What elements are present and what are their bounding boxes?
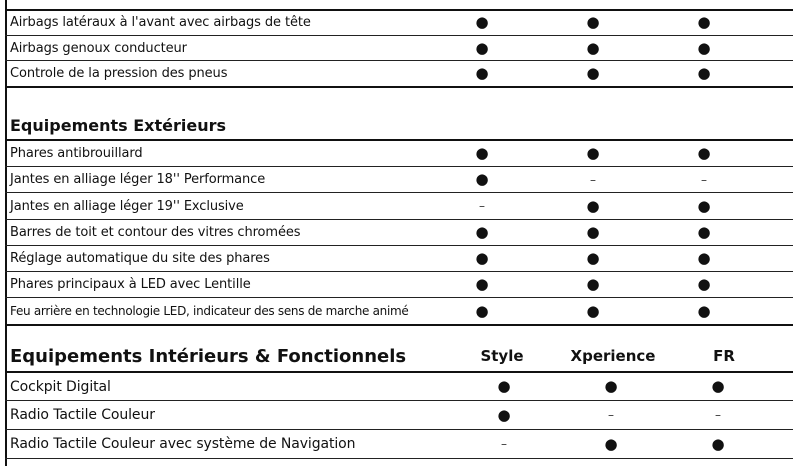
row-label: Radio Tactile Couleur avec système de Navigation	[10, 436, 356, 452]
feature-mark: ●	[586, 196, 600, 215]
row-label: Airbags genoux conducteur	[10, 40, 187, 56]
feature-mark: ●	[586, 38, 600, 57]
row-label: Feu arrière en technologie LED, indicateur des sens de marche animé	[10, 304, 409, 318]
feature-mark: ●	[475, 38, 489, 57]
feature-mark: ●	[497, 377, 511, 395]
feature-mark: ●	[697, 301, 711, 320]
feature-mark: ●	[586, 301, 600, 320]
table-row	[5, 193, 793, 219]
table-row	[5, 373, 793, 400]
row-label: Controle de la pression des pneus	[10, 66, 228, 81]
feature-mark: ●	[586, 223, 600, 241]
feature-mark: ●	[697, 13, 711, 31]
table-row	[5, 167, 793, 192]
table-row	[5, 36, 793, 60]
feature-mark: ●	[497, 405, 511, 424]
feature-mark: ●	[697, 64, 711, 82]
feature-mark: ●	[711, 377, 725, 395]
section-title: Equipements Extérieurs	[10, 116, 226, 135]
feature-mark: –	[590, 172, 596, 187]
row-label: Phares principaux à LED avec Lentille	[10, 277, 251, 292]
feature-mark: ●	[586, 275, 600, 293]
feature-mark: ●	[697, 38, 711, 57]
feature-mark: ●	[697, 275, 711, 293]
feature-mark: ●	[475, 170, 489, 188]
row-label: Jantes en alliage léger 19'' Exclusive	[10, 198, 244, 214]
feature-mark: –	[608, 408, 614, 422]
divider	[5, 324, 793, 326]
row-label: Jantes en alliage léger 18'' Performance	[10, 172, 266, 187]
table-row	[5, 401, 793, 429]
feature-mark: ●	[604, 377, 618, 395]
row-label: Phares antibrouillard	[10, 146, 143, 161]
feature-mark: –	[701, 172, 707, 187]
feature-mark: ●	[475, 144, 489, 162]
feature-mark: ●	[475, 301, 489, 320]
feature-mark: –	[479, 199, 485, 213]
table-row	[5, 298, 793, 324]
feature-mark: ●	[697, 196, 711, 215]
table-row	[5, 220, 793, 245]
table-row	[5, 430, 793, 458]
feature-mark: ●	[586, 249, 600, 267]
table-row	[5, 246, 793, 271]
divider	[5, 86, 793, 88]
feature-mark: ●	[697, 249, 711, 267]
feature-mark: ●	[586, 144, 600, 162]
spec-table	[5, 0, 793, 466]
feature-mark: ●	[697, 144, 711, 162]
divider	[5, 458, 793, 459]
row-label: Radio Tactile Couleur	[10, 407, 155, 423]
feature-mark: ●	[475, 275, 489, 293]
row-label: Barres de toit et contour des vitres chromées	[10, 225, 301, 240]
feature-mark: ●	[604, 434, 618, 453]
column-header-fr: FR	[713, 347, 735, 365]
section-title: Equipements Intérieurs & Fonctionnels	[10, 346, 407, 367]
feature-mark: ●	[711, 434, 725, 453]
table-row	[5, 272, 793, 297]
feature-mark: ●	[697, 223, 711, 241]
row-label: Réglage automatique du site des phares	[10, 251, 270, 266]
feature-mark: ●	[475, 223, 489, 241]
table-row	[5, 61, 793, 86]
feature-mark: ●	[586, 13, 600, 31]
feature-mark: ●	[475, 64, 489, 82]
row-label: Cockpit Digital	[10, 378, 111, 395]
feature-mark: –	[501, 437, 507, 451]
row-label: Airbags latéraux à l'avant avec airbags de tête	[10, 15, 311, 30]
table-row	[5, 141, 793, 166]
column-header-xperience: Xperience	[570, 347, 656, 365]
feature-mark: ●	[475, 249, 489, 267]
feature-mark: –	[715, 408, 721, 422]
feature-mark: ●	[475, 13, 489, 31]
column-header-style: Style	[480, 347, 524, 365]
table-row	[5, 10, 793, 35]
feature-mark: ●	[586, 64, 600, 82]
